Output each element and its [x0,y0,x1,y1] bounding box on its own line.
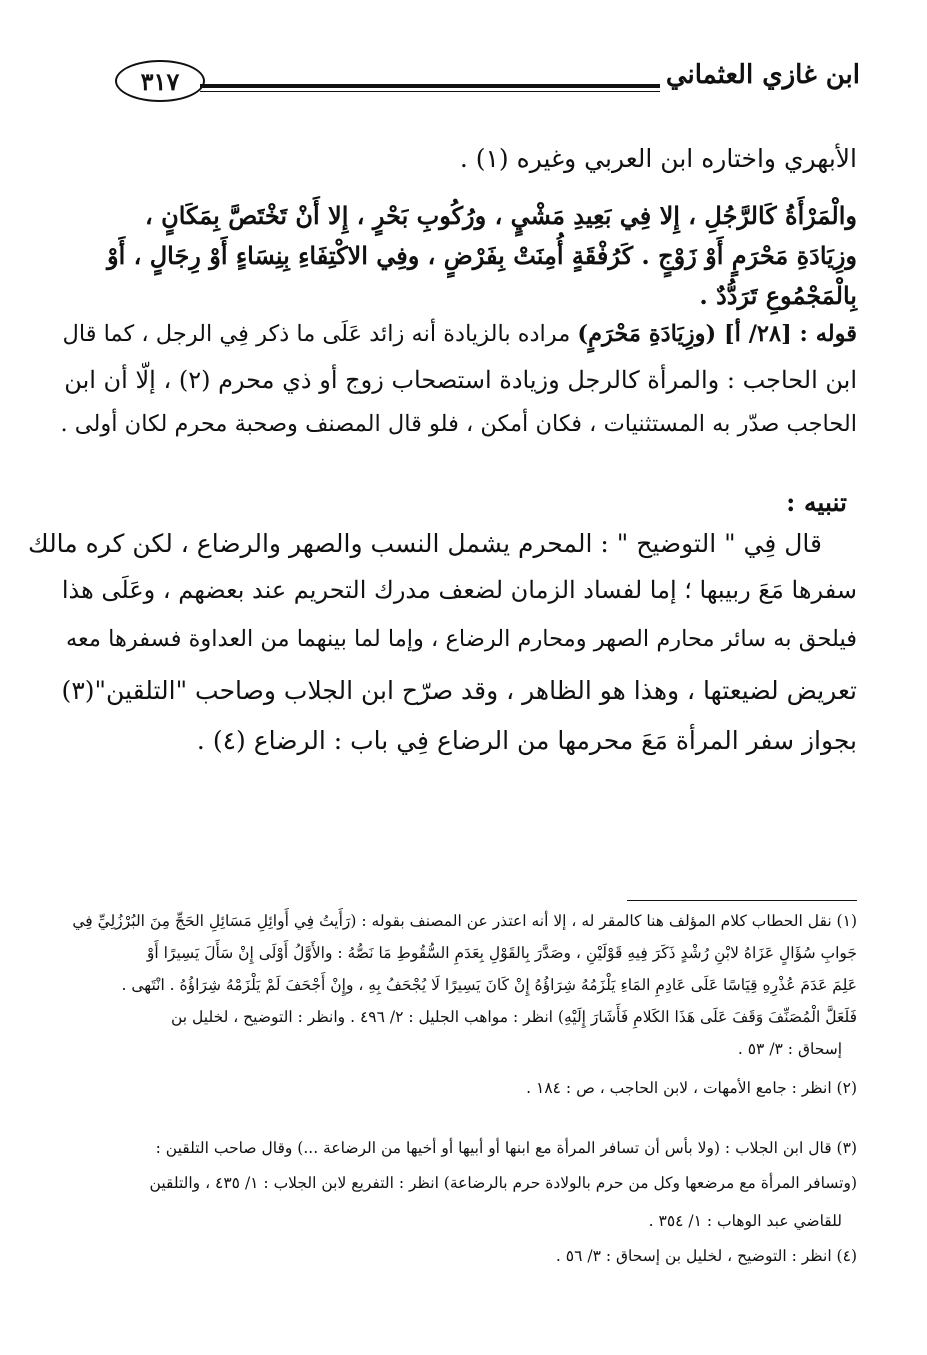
text-line: فيلحق به سائر محارم الصهر ومحارم الرضاع ، وإما لما بينهما من العداوة فسفرها معه [65,626,857,652]
text-line: سفرها مَعَ ربيبها ؛ إما لفساد الزمان لضعف مدرك التحريم عند بعضهم ، وعَلَى هذا [61,576,857,604]
matn-line: والْمَرْأَةُ كَالرَّجُلِ ، إِلا فِي بَعِيدِ مَشْيٍ ، ورُكُوبِ بَحْرٍ ، إِلا أَنْ تَخْتَصَّ بِمَكَانٍ ، [145,201,857,230]
matn-line: بِالْمَجْمُوعِ تَرَدُّدٌ . [699,281,857,310]
footnote-line: جَوابِ سُؤَالٍ عَزَاهُ لابْنِ رُشْدٍ ذَكَرَ فِيهِ قَوْلَيْنِ ، وصَدَّرَ بِالقَوْلِ بِعَدَمِ السُّقُوطِ مَا نَصُّهُ : والأَوَّلُ أَوْلَى إِنْ سَأَلَ يَسِيرًا أَوْ [146,944,857,962]
text-line: ابن الحاجب : والمرأة كالرجل وزيادة استصحاب زوج أو ذي محرم (٢) ، إلّا أن ابن [64,366,857,394]
footnote-line: إسحاق : ٣/ ٥٣ . [737,1040,842,1058]
footnote-line: (٢) انظر : جامع الأمهات ، لابن الحاجب ، ص : ١٨٤ . [526,1079,857,1097]
text-line: تعريض لضيعتها ، وهذا هو الظاهر ، وقد صرّح ابن الجلاب وصاحب "التلقين"(٣) [61,676,857,705]
running-title: ابن غازي العثماني [665,60,860,90]
quoted-matn: قوله : [٢٨/ أ] (وزِيَادَةِ مَحْرَمٍ) [577,321,857,347]
footnote-line: فَلَعَلَّ الْمُصَنِّفَ وَقَفَ عَلَى هَذَا الكَلامِ فَأَشَارَ إِلَيْهِ) انظر : مواهب الجليل : ٢/ ٤٩٦ . وانظر : التوضيح ، لخليل بن [170,1008,857,1026]
matn-line: وزِيَادَةِ مَحْرَمٍ أَوْ زَوْجٍ . كَرُفْقَةٍ أُمِنَتْ بِفَرْضٍ ، وفِي الاكْتِفَاءِ بِنِسَاءٍ أَوْ رِجَالٍ ، أَوْ [107,241,857,270]
footnote-line: عَلِمَ عَدَمَ عُذْرِهِ قِيَاسًا عَلَى عَادِمِ المَاءِ يَلْزَمُهُ شِرَاؤُهُ إِنْ كَانَ يَسِيرًا لَا يُجْحَفُ بِهِ ، وإِنْ أَجْحَفَ لَمْ يَلْزَمْهُ شِرَاؤُهُ . انْتَهى . [121,976,857,994]
commentary-text: مراده بالزيادة أنه زائد عَلَى ما ذكر فِي الرجل ، كما قال [62,321,578,347]
footnote-line: (وتسافر المرأة مع مرضعها وكل من حرم بالولادة حرم بالرضاعة) انظر : التفريع لابن الجلاب : ١/ ٤٣٥ ، والتلقين [149,1174,857,1192]
footnote-line: (٤) انظر : التوضيح ، لخليل بن إسحاق : ٣/ ٥٦ . [555,1247,857,1265]
text-line: قال فِي " التوضيح " : المحرم يشمل النسب والصهر والرضاع ، لكن كره مالك [28,529,822,558]
text-line: الحاجب صدّر به المستثنيات ، فكان أمكن ، فلو قال المصنف وصحبة محرم لكان أولى . [60,411,857,437]
footnote-line: للقاضي عبد الوهاب : ١/ ٣٥٤ . [648,1212,842,1230]
text-line: بجواز سفر المرأة مَعَ محرمها من الرضاع فِي باب : الرضاع (٤) . [196,726,857,755]
footnote-rule [627,900,857,901]
section-heading: تنبيه : [786,488,847,517]
footnote-line: (٣) قال ابن الجلاب : (ولا بأس أن تسافر المرأة مع ابنها أو أبيها أو أخيها من الرضاعة ...) وقال صاحب التلقين : [155,1139,857,1157]
footnote-line: (١) نقل الحطاب كلام المؤلف هنا كالمقر له ، إلا أنه اعتذر عن المصنف بقوله : (رَأَيتُ فِي أَوائِلِ مَسَائِلِ الحَجِّ مِنَ البُرْزُلِيِّ فِي [72,912,857,930]
page-header [115,58,860,104]
text-line [63,322,857,347]
text-line: الأبهري واختاره ابن العربي وغيره (١) . [459,144,857,173]
header-rule [200,84,660,92]
page-number: ٣١٧ [115,60,205,102]
